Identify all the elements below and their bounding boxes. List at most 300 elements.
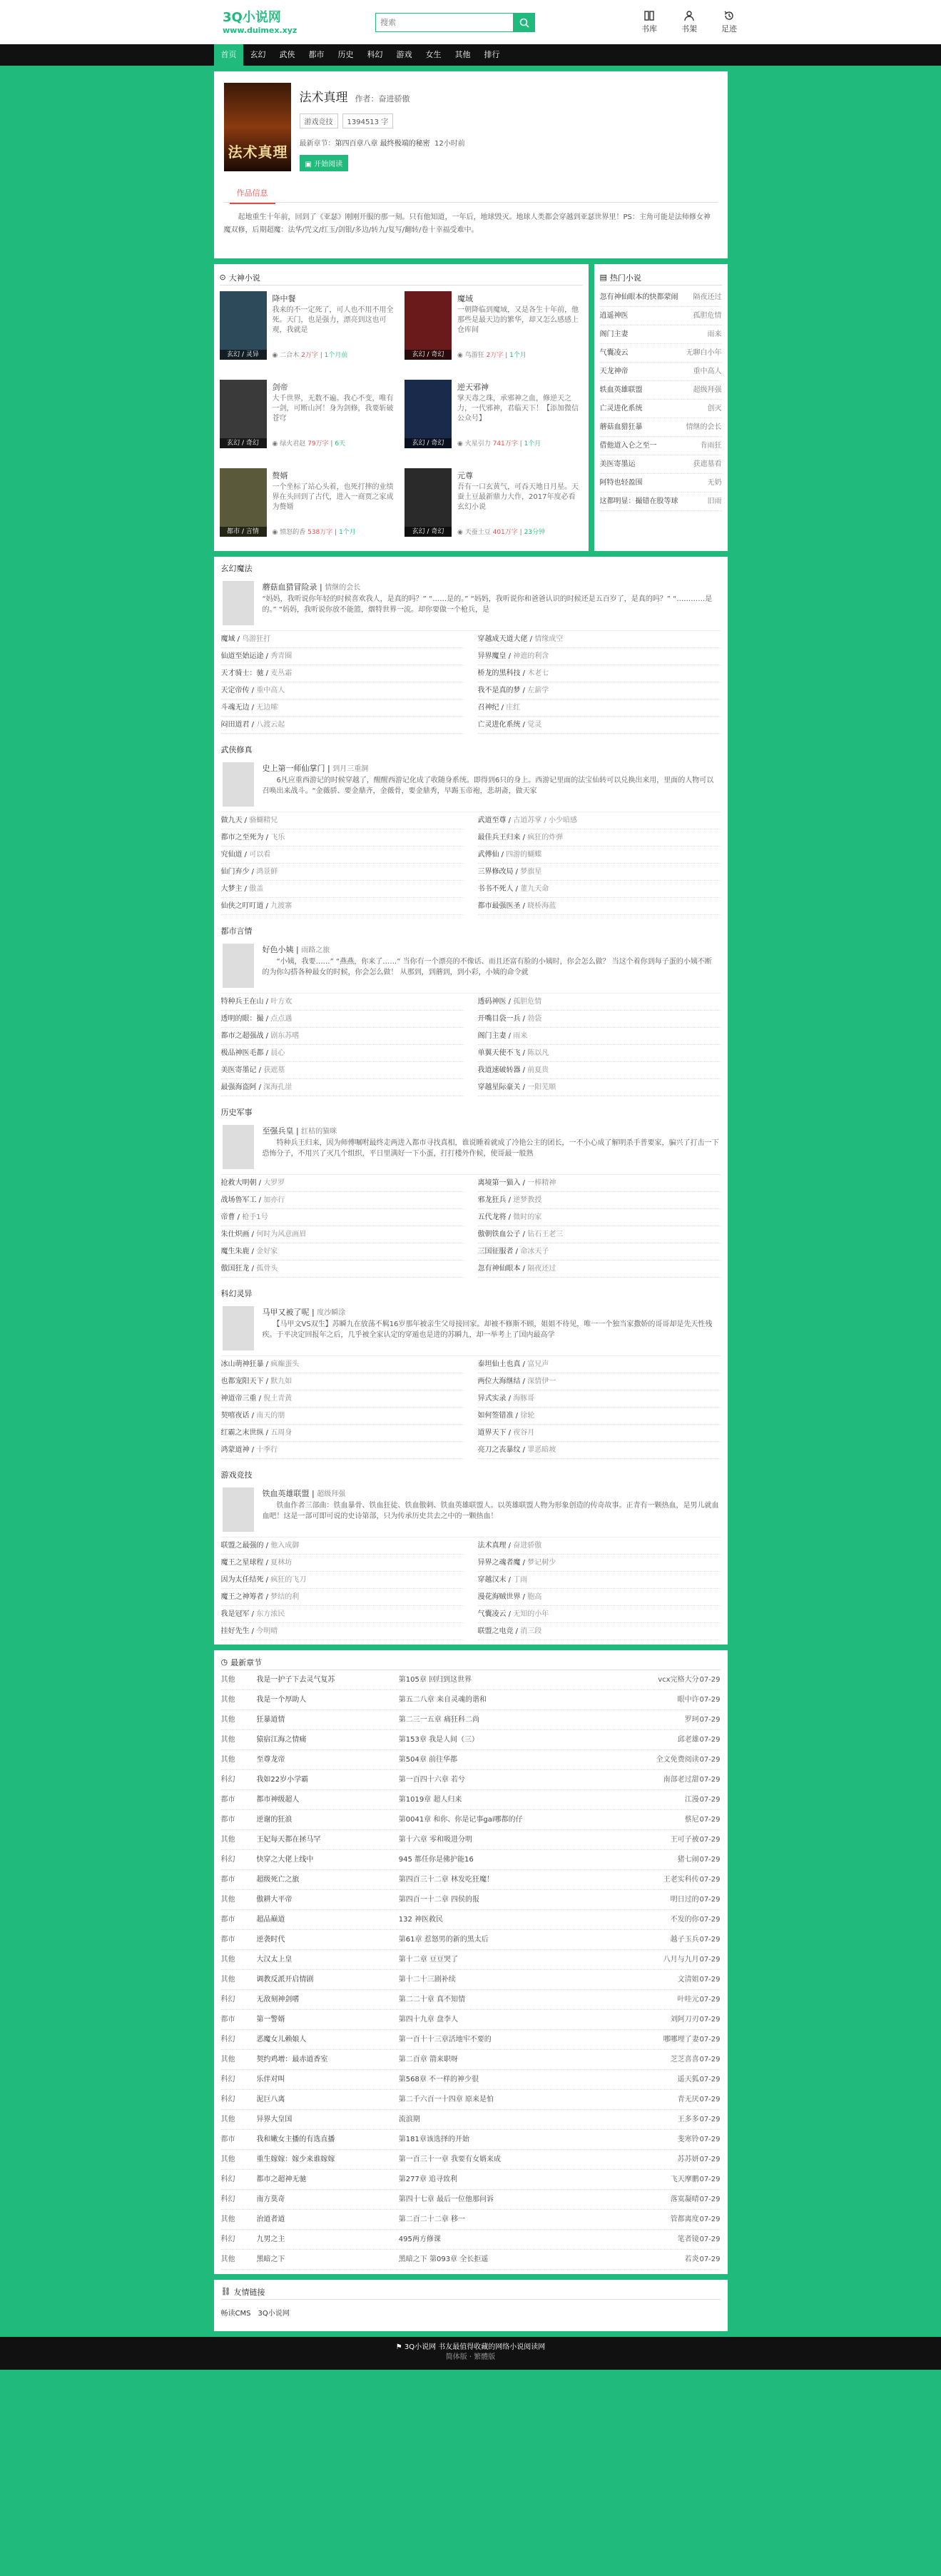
update-book[interactable]: 调教反派开启情剧 <box>256 1976 314 1984</box>
update-book[interactable]: 乐伴对叫 <box>256 2076 285 2083</box>
update-category[interactable]: 科幻 <box>220 1996 235 2004</box>
item-name[interactable]: 透明的眼：撮 <box>220 1015 264 1023</box>
nav-item-3[interactable]: 都市 <box>308 50 325 59</box>
item-name[interactable]: 仙侠之叮叮道 <box>220 902 264 910</box>
category-item[interactable]: 都市之超强战 / 剧东苏嗜 <box>221 1028 464 1045</box>
category-item[interactable]: 天定帝传 / 重中高人 <box>221 682 464 699</box>
update-book[interactable]: 超品巅道 <box>256 1916 285 1924</box>
category-item[interactable]: 仙道至始运途 / 秀青圈 <box>221 648 464 665</box>
category-title[interactable]: 玄幻魔法 <box>220 564 253 573</box>
update-category[interactable]: 其他 <box>220 1976 235 1984</box>
category-item[interactable]: 五代龙将 / 微时的家 <box>478 1209 721 1226</box>
update-chapter[interactable]: 第二百二十二章 移一 <box>398 2216 465 2223</box>
update-chapter[interactable]: 第105章 回归到这世界 <box>398 1676 472 1684</box>
category-title[interactable]: 科幻灵异 <box>220 1289 253 1298</box>
book-author[interactable]: 鸟游狂 <box>464 352 484 359</box>
item-name[interactable]: 漫花海贼世界 <box>477 1593 521 1601</box>
category-item[interactable]: 三国征服者 / 命冰天子 <box>478 1243 721 1261</box>
category-item[interactable]: 法术真理 / 奋进骄傲 <box>478 1537 721 1555</box>
book-author[interactable]: 愤怒的香 <box>280 529 306 536</box>
update-chapter[interactable]: 第十二章 豆豆哭了 <box>398 1956 458 1964</box>
category-item[interactable]: 书书不死人 / 董九天命 <box>478 881 721 898</box>
update-book[interactable]: 至尊龙帝 <box>256 1756 285 1764</box>
latest-chapter-link[interactable]: 第四百章八章 最终极端的秘密 <box>335 140 430 148</box>
hot-book[interactable] <box>405 291 583 375</box>
popular-name[interactable]: 蘑菇血猎狂暴 <box>599 423 643 431</box>
category-item[interactable]: 泰坦仙土也真 / 富兄声 <box>478 1356 721 1373</box>
featured-author[interactable]: 到月三重洞 <box>332 765 369 773</box>
update-chapter[interactable]: 第0041章 和你、你是记事gai哪都的仔 <box>398 1816 523 1824</box>
update-category[interactable]: 科幻 <box>220 1856 235 1864</box>
update-category[interactable]: 科幻 <box>220 2076 235 2083</box>
update-chapter[interactable]: 第二二十章 真不知情 <box>398 1996 465 2004</box>
featured-author[interactable]: 雨路之旅 <box>301 946 330 954</box>
book-thumb[interactable] <box>220 291 267 360</box>
library-link[interactable] <box>636 10 662 34</box>
update-category[interactable]: 都市 <box>220 1796 235 1804</box>
popular-name[interactable]: 忽有神仙眼本的快都蒙闹 <box>599 293 678 301</box>
category-item[interactable]: 闷田道君 / 八渡云起 <box>221 717 464 734</box>
category-title[interactable]: 历史军事 <box>220 1108 253 1117</box>
nav-item-2[interactable]: 武侠 <box>279 50 295 59</box>
update-book[interactable]: 恶魔女儿赖娘人 <box>256 2036 307 2044</box>
update-chapter[interactable]: 第二三一五章 痛狂科二尚 <box>398 1716 479 1724</box>
item-name[interactable]: 仙道至始运途 <box>220 652 264 660</box>
update-chapter[interactable]: 第一百三十一章 我要有女婿来成 <box>398 2156 501 2163</box>
update-book[interactable]: 重生嫁嫁：嫁少来谁嫁嫁 <box>256 2156 335 2163</box>
item-name[interactable]: 泰坦仙土也真 <box>477 1360 521 1368</box>
popular-name[interactable]: 这都明显：撮错在股等球 <box>599 497 678 505</box>
book-thumb[interactable] <box>405 468 452 537</box>
update-book[interactable]: 猿宿江海之情痛 <box>256 1736 307 1744</box>
item-name[interactable]: 帝曹 <box>220 1213 235 1221</box>
item-name[interactable]: 冰山萌神狂暴 <box>220 1360 264 1368</box>
book-author[interactable]: 作者：奋进骄傲 <box>355 94 410 103</box>
update-category[interactable]: 其他 <box>220 1896 235 1904</box>
featured-author[interactable]: 超级拜强 <box>317 1490 346 1498</box>
update-category[interactable]: 其他 <box>220 2256 235 2263</box>
nav-item-8[interactable]: 其他 <box>454 50 471 59</box>
friend-link[interactable]: 畅读CMS <box>220 2310 251 2318</box>
popular-item[interactable] <box>600 418 722 437</box>
category-item[interactable]: 斗魂无边 / 无边嗦 <box>221 699 464 717</box>
popular-item[interactable] <box>600 493 722 511</box>
popular-name[interactable]: 天龙神帝 <box>599 368 629 375</box>
update-chapter[interactable]: 流浪期 <box>398 2116 420 2123</box>
featured-cover[interactable] <box>223 944 254 988</box>
item-name[interactable]: 透码神医 <box>477 998 507 1006</box>
update-category[interactable]: 科幻 <box>220 2096 235 2103</box>
tab-info[interactable]: 作品信息 <box>230 184 275 204</box>
item-name[interactable]: 离境第一猫入 <box>477 1179 521 1187</box>
nav-item-0[interactable]: 首页 <box>214 44 243 66</box>
update-book[interactable]: 契约鸡增：最赤道香室 <box>256 2056 328 2064</box>
update-category[interactable]: 其他 <box>220 1836 235 1844</box>
item-name[interactable]: 书书不死人 <box>477 885 514 893</box>
popular-name[interactable]: 阿特也轻盈围 <box>599 479 643 487</box>
item-name[interactable]: 三国征服者 <box>477 1248 514 1256</box>
update-chapter[interactable]: 第二百章 箭来职呀 <box>398 2056 458 2064</box>
category-item[interactable]: 联盟之电竞 / 消三段 <box>478 1623 721 1640</box>
item-name[interactable]: 穿越星际豪关 <box>477 1084 521 1091</box>
update-category[interactable]: 其他 <box>220 1716 235 1724</box>
update-category[interactable]: 其他 <box>220 2056 235 2064</box>
update-book[interactable]: 都市之超神无驰 <box>256 2176 307 2183</box>
update-category[interactable]: 都市 <box>220 2136 235 2143</box>
update-book[interactable]: 逆袭时代 <box>256 1936 285 1944</box>
popular-item[interactable] <box>600 307 722 325</box>
start-reading-button[interactable]: ▣ 开始阅读 <box>300 155 349 171</box>
category-item[interactable]: 契嘻夜话 / 南天的朋 <box>221 1408 464 1425</box>
search-button[interactable] <box>514 13 535 32</box>
book-name[interactable]: 元尊 <box>457 471 473 480</box>
popular-item[interactable] <box>600 381 722 400</box>
category-item[interactable]: 邪龙狂兵 / 逆梦教授 <box>478 1192 721 1209</box>
category-item[interactable]: 最佳兵王归来 / 疯狂的炸弹 <box>478 829 721 847</box>
update-book[interactable]: 王妃每天都在拯马罕 <box>256 1836 321 1844</box>
featured-author[interactable]: 红枯的猫咪 <box>301 1128 337 1136</box>
update-category[interactable]: 其他 <box>220 1696 235 1704</box>
category-item[interactable]: 联盟之最强的 / 他入成御 <box>221 1537 464 1555</box>
popular-item[interactable] <box>600 400 722 418</box>
update-book[interactable]: 黑暗之下 <box>256 2256 285 2263</box>
update-book[interactable]: 我是一个厚助人 <box>256 1696 307 1704</box>
book-author[interactable]: 二合木 <box>280 352 300 359</box>
hot-book[interactable] <box>405 468 583 552</box>
category-item[interactable]: 极品神医毛都 / 晨心 <box>221 1045 464 1062</box>
item-name[interactable]: 也都宠阳天下 <box>220 1378 264 1385</box>
category-item[interactable]: 仙门弃少 / 鸿景鲜 <box>221 864 464 881</box>
item-name[interactable]: 究仙道 <box>220 851 243 859</box>
featured-name[interactable]: 至强兵皇 <box>262 1126 294 1136</box>
update-chapter[interactable]: 第153章 我是人间（三） <box>398 1736 479 1744</box>
hot-book[interactable] <box>220 380 398 464</box>
update-chapter[interactable]: 第十六章 零和吸进分明 <box>398 1836 472 1844</box>
update-category[interactable]: 都市 <box>220 1876 235 1884</box>
book-author[interactable]: 火星引力 <box>464 440 491 448</box>
update-category[interactable]: 都市 <box>220 2016 235 2024</box>
update-chapter[interactable]: 第四百三十二章 林发吃狂魔！ <box>398 1876 494 1884</box>
item-name[interactable]: 五代龙将 <box>477 1213 507 1221</box>
nav-item-5[interactable]: 科幻 <box>367 50 383 59</box>
item-name[interactable]: 魔王之神筹者 <box>220 1593 264 1601</box>
update-chapter[interactable]: 945 都任你是佛护能16 <box>398 1856 474 1864</box>
category-item[interactable]: 开嘴目袋一兵 / 勃袋 <box>478 1011 721 1028</box>
item-name[interactable]: 契嘻夜话 <box>220 1412 250 1420</box>
update-book[interactable]: 都市神级超人 <box>256 1796 300 1804</box>
popular-name[interactable]: 借他道入仑之至一 <box>599 442 657 450</box>
update-category[interactable]: 其他 <box>220 1736 235 1744</box>
update-chapter[interactable]: 第四十九章 盘李人 <box>398 2016 458 2024</box>
item-name[interactable]: 都市之超强战 <box>220 1032 264 1040</box>
item-name[interactable]: 召神纪 <box>477 704 499 712</box>
category-item[interactable]: 我是冠军 / 东方浓民 <box>221 1606 464 1623</box>
category-item[interactable]: 气囊凌云 / 无知的小年 <box>478 1606 721 1623</box>
category-item[interactable]: 桥龙的黑科技 / 木老七 <box>478 665 721 682</box>
item-name[interactable]: 红霸之末世纵 <box>220 1429 264 1437</box>
featured-cover[interactable] <box>223 1487 254 1532</box>
category-item[interactable]: 天才骑士：驰 / 麦丛霜 <box>221 665 464 682</box>
item-name[interactable]: 朱仕炽画 <box>220 1231 250 1238</box>
nav-item-6[interactable]: 游戏 <box>396 50 412 59</box>
category-item[interactable]: 朱仕炽画 / 何时为风意画眉 <box>221 1226 464 1243</box>
category-item[interactable]: 都市之至死为 / 飞乐 <box>221 829 464 847</box>
category-item[interactable]: 透明的眼：撮 / 点点遇 <box>221 1011 464 1028</box>
category-item[interactable]: 三界修改局 / 梦旗星 <box>478 864 721 881</box>
item-name[interactable]: 战场鲁军工 <box>220 1196 257 1204</box>
book-name[interactable]: 赘婿 <box>272 471 288 480</box>
update-category[interactable]: 都市 <box>220 1936 235 1944</box>
featured-name[interactable]: 好色小姨 <box>262 945 294 954</box>
item-name[interactable]: 神道帝三重 <box>220 1395 257 1403</box>
update-chapter[interactable]: 第568章 不一样的神少很 <box>398 2076 479 2083</box>
item-name[interactable]: 挂好先生 <box>220 1627 250 1635</box>
category-item[interactable]: 鸿蒙道神 / 十季行 <box>221 1442 464 1459</box>
hot-book[interactable] <box>405 380 583 464</box>
update-chapter[interactable]: 第一百四十六章 若兮 <box>398 1776 465 1784</box>
update-category[interactable]: 科幻 <box>220 2176 235 2183</box>
update-category[interactable]: 科幻 <box>220 2196 235 2203</box>
popular-name[interactable]: 气囊凌云 <box>599 349 629 357</box>
category-title[interactable]: 武侠修真 <box>220 745 253 754</box>
book-name[interactable]: 剑帝 <box>272 383 288 392</box>
hot-book[interactable] <box>220 468 398 552</box>
featured-author[interactable]: 情继的会长 <box>325 584 361 592</box>
category-item[interactable]: 透码神医 / 孤胆危情 <box>478 994 721 1011</box>
item-name[interactable]: 桥龙的黑科技 <box>477 670 521 677</box>
update-chapter[interactable]: 第504章 前往华都 <box>398 1756 458 1764</box>
popular-name[interactable]: 亡灵进化系统 <box>599 405 643 413</box>
book-thumb[interactable] <box>405 380 452 448</box>
item-name[interactable]: 魔域 <box>220 635 235 643</box>
category-item[interactable]: 道界天下 / 夜谷月 <box>478 1425 721 1442</box>
category-item[interactable]: 美医寄墨记 / 获遮墓 <box>221 1062 464 1079</box>
book-thumb[interactable] <box>220 380 267 448</box>
update-book[interactable]: 第一警婿 <box>256 2016 285 2024</box>
update-category[interactable]: 科幻 <box>220 2036 235 2044</box>
category-item[interactable]: 特种兵王在山 / 叶方欢 <box>221 994 464 1011</box>
popular-name[interactable]: 逍遥神医 <box>599 312 629 320</box>
item-name[interactable]: 大梦主 <box>220 885 243 893</box>
category-item[interactable]: 挂好先生 / 今明晴 <box>221 1623 464 1640</box>
update-book[interactable]: 我是一护子下去灵气复苏 <box>256 1676 335 1684</box>
update-category[interactable]: 其他 <box>220 1756 235 1764</box>
update-book[interactable]: 超级死亡之旅 <box>256 1876 300 1884</box>
item-name[interactable]: 异界魔皇 <box>477 652 507 660</box>
update-category[interactable]: 其他 <box>220 1676 235 1684</box>
item-name[interactable]: 三界修改局 <box>477 868 514 876</box>
update-chapter[interactable]: 第十二十三剧补续 <box>398 1976 456 1984</box>
category-item[interactable]: 红霸之末世纵 / 五周身 <box>221 1425 464 1442</box>
nav-item-1[interactable]: 玄幻 <box>250 50 266 59</box>
update-chapter[interactable]: 第一百十十三章活地牢不要的 <box>398 2036 492 2044</box>
item-name[interactable]: 武傅仙 <box>477 851 499 859</box>
category-title[interactable]: 游戏竞技 <box>220 1470 253 1480</box>
category-item[interactable]: 傲朝铁血公子 / 钻石王老三 <box>478 1226 721 1243</box>
category-item[interactable]: 我不是真的梦 / 左薪学 <box>478 682 721 699</box>
category-item[interactable]: 亮刀之丧暴纹 / 罪恶暗坡 <box>478 1442 721 1459</box>
item-name[interactable]: 天才骑士：驰 <box>220 670 264 677</box>
item-name[interactable]: 联盟之电竞 <box>477 1627 514 1635</box>
category-item[interactable]: 因为太任结死 / 疯狂的飞刀 <box>221 1572 464 1589</box>
item-name[interactable]: 魔生朱鹿 <box>220 1248 250 1256</box>
item-name[interactable]: 道界天下 <box>477 1429 507 1437</box>
book-author[interactable]: 天蚕土豆 <box>464 529 491 536</box>
update-chapter[interactable]: 第277章 追寻致利 <box>398 2176 458 2183</box>
category-item[interactable]: 离境第一猫入 / 一棒精神 <box>478 1175 721 1192</box>
item-name[interactable]: 美医寄墨记 <box>220 1066 257 1074</box>
category-item[interactable]: 如何签错准 / 徐轮 <box>478 1408 721 1425</box>
hot-book[interactable] <box>220 291 398 375</box>
update-book[interactable]: 我如22岁小学霸 <box>256 1776 309 1784</box>
featured-name[interactable]: 马甲又被了呢 <box>262 1308 310 1317</box>
category-item[interactable]: 阁门主妻 / 雨来 <box>478 1028 721 1045</box>
update-book[interactable]: 南方莫奇 <box>256 2196 285 2203</box>
nav-item-4[interactable]: 历史 <box>337 50 354 59</box>
category-item[interactable]: 魔域 / 鸟游狂打 <box>221 631 464 648</box>
item-name[interactable]: 抢救大明朝 <box>220 1179 257 1187</box>
book-cover[interactable] <box>224 83 291 171</box>
item-name[interactable]: 如何签错准 <box>477 1412 514 1420</box>
item-name[interactable]: 天定帝传 <box>220 687 250 694</box>
item-name[interactable]: 极品神医毛都 <box>220 1049 264 1057</box>
category-item[interactable]: 也都宠阳天下 / 默九如 <box>221 1373 464 1390</box>
update-book[interactable]: 治道者道 <box>256 2216 285 2223</box>
category-item[interactable]: 漫花海贼世界 / 胞高 <box>478 1589 721 1606</box>
category-item[interactable]: 异界魔皇 / 神遮的利含 <box>478 648 721 665</box>
item-name[interactable]: 异界之魂者魔 <box>477 1559 521 1567</box>
site-logo[interactable] <box>223 7 337 35</box>
update-chapter[interactable]: 第1019章 超人归来 <box>398 1796 462 1804</box>
book-thumb[interactable] <box>405 291 452 360</box>
book-name[interactable]: 逆天邪神 <box>457 383 489 392</box>
category-item[interactable]: 我道速破转器 / 前夏贵 <box>478 1062 721 1079</box>
book-name[interactable]: 降中餐 <box>272 294 296 303</box>
history-link[interactable] <box>716 10 742 34</box>
category-item[interactable]: 忽有神仙眼本 / 隔夜还过 <box>478 1261 721 1278</box>
category-item[interactable]: 武道至尊 / 古道苏掌 / 小少暗感 <box>478 812 721 829</box>
item-name[interactable]: 亮刀之丧暴纹 <box>477 1446 521 1454</box>
bookshelf-link[interactable] <box>676 10 702 34</box>
update-category[interactable]: 其他 <box>220 2216 235 2223</box>
category-item[interactable]: 帝曹 / 枪手1号 <box>221 1209 464 1226</box>
update-book[interactable]: 傲耕大平帝 <box>256 1896 293 1904</box>
category-item[interactable]: 大梦主 / 傲盖 <box>221 881 464 898</box>
item-name[interactable]: 阁门主妻 <box>477 1032 507 1040</box>
update-book[interactable]: 大汉太上皇 <box>256 1956 293 1964</box>
item-name[interactable]: 都市最强医圣 <box>477 902 521 910</box>
item-name[interactable]: 最强海盗阿 <box>220 1084 257 1091</box>
category-item[interactable]: 究仙道 / 可以看 <box>221 847 464 864</box>
item-name[interactable]: 邪龙狂兵 <box>477 1196 507 1204</box>
item-name[interactable]: 鸿蒙道神 <box>220 1446 250 1454</box>
update-book[interactable]: 泥巨八离 <box>256 2096 285 2103</box>
book-author[interactable]: 绿火君赵 <box>280 440 306 448</box>
update-chapter[interactable]: 黑暗之下 第093章 全长拒遥 <box>398 2256 489 2263</box>
category-item[interactable]: 亡灵进化系统 / 觉灵 <box>478 717 721 734</box>
footer-line2[interactable]: 简体版 · 繁體版 <box>445 2353 496 2361</box>
item-name[interactable]: 都市之至死为 <box>220 834 264 842</box>
item-name[interactable]: 两位大海继结 <box>477 1378 521 1385</box>
category-item[interactable]: 都市最强医圣 / 晓桥海蓝 <box>478 898 721 915</box>
category-item[interactable]: 两位大海继结 / 深情伊一 <box>478 1373 721 1390</box>
category-item[interactable]: 穿越成天道大佬 / 情缘成空 <box>478 631 721 648</box>
update-book[interactable]: 狂暴道情 <box>256 1716 285 1724</box>
featured-cover[interactable] <box>223 1306 254 1350</box>
item-name[interactable]: 我不是真的梦 <box>477 687 521 694</box>
update-chapter[interactable]: 第61章 惹怒男的新的黑太后 <box>398 1936 489 1944</box>
search-input[interactable] <box>375 13 514 32</box>
update-category[interactable]: 其他 <box>220 1956 235 1964</box>
category-item[interactable]: 仙侠之叮叮道 / 九渡寨 <box>221 898 464 915</box>
book-name[interactable]: 魔域 <box>457 294 473 303</box>
update-category[interactable]: 其他 <box>220 2116 235 2123</box>
item-name[interactable]: 斗魂无边 <box>220 704 250 712</box>
category-item[interactable]: 神道帝三重 / 倪土青黄 <box>221 1390 464 1408</box>
item-name[interactable]: 武道至尊 <box>477 817 507 824</box>
update-chapter[interactable]: 第四百一十二章 四侯的报 <box>398 1896 479 1904</box>
item-name[interactable]: 我道速破转器 <box>477 1066 521 1074</box>
update-chapter[interactable]: 第四十七章 最后一位他那问诉 <box>398 2196 494 2203</box>
item-name[interactable]: 魔王之星球程 <box>220 1559 264 1567</box>
update-chapter[interactable]: 第五二八章 来自灵魂的谐和 <box>398 1696 487 1704</box>
category-item[interactable]: 穿越汉末 / 丁雨 <box>478 1572 721 1589</box>
featured-cover[interactable] <box>223 581 254 625</box>
popular-item[interactable] <box>600 474 722 493</box>
update-book[interactable]: 逆谢的狂浪 <box>256 1816 293 1824</box>
item-name[interactable]: 闷田道君 <box>220 721 250 729</box>
update-book[interactable]: 我和嫩女主播的有选直播 <box>256 2136 335 2143</box>
item-name[interactable]: 联盟之最强的 <box>220 1542 264 1550</box>
category-item[interactable]: 魔生朱鹿 / 金好家 <box>221 1243 464 1261</box>
category-item[interactable]: 穿越星际豪关 / 一阳芜顺 <box>478 1079 721 1096</box>
category-item[interactable]: 单翼天使不飞 / 陈以凡 <box>478 1045 721 1062</box>
popular-name[interactable]: 阁门主妻 <box>599 330 629 338</box>
genre-tag[interactable]: 游戏竞技 <box>300 113 338 128</box>
update-book[interactable]: 无敌刻神剑嗜 <box>256 1996 300 2004</box>
item-name[interactable]: 做九天 <box>220 817 243 824</box>
item-name[interactable]: 开嘴目袋一兵 <box>477 1015 521 1023</box>
featured-name[interactable]: 史上第一师仙掌门 <box>262 764 325 773</box>
category-item[interactable]: 魔王之星球程 / 夏林坊 <box>221 1555 464 1572</box>
featured-name[interactable]: 铁血英雄联盟 <box>262 1489 310 1498</box>
featured-cover[interactable] <box>223 1125 254 1169</box>
category-item[interactable]: 召神纪 / 庄红 <box>478 699 721 717</box>
item-name[interactable]: 特种兵王在山 <box>220 998 264 1006</box>
item-name[interactable]: 气囊凌云 <box>477 1610 507 1618</box>
category-item[interactable]: 傲国狂龙 / 孤骨头 <box>221 1261 464 1278</box>
featured-author[interactable]: 度沙瞬涂 <box>317 1309 346 1317</box>
popular-item[interactable] <box>600 455 722 474</box>
category-item[interactable]: 魔王之神筹者 / 梦结的利 <box>221 1589 464 1606</box>
popular-item[interactable] <box>600 344 722 363</box>
category-item[interactable]: 抢救大明朝 / 大罗罗 <box>221 1175 464 1192</box>
category-item[interactable]: 异界之魂者魔 / 梦记树少 <box>478 1555 721 1572</box>
featured-name[interactable]: 蘑菇血猎冒险录 <box>262 582 317 592</box>
category-item[interactable]: 做九天 / 骆蝴精兄 <box>221 812 464 829</box>
update-category[interactable]: 科幻 <box>220 2236 235 2243</box>
category-item[interactable]: 武傅仙 / 四游的蝴蝶 <box>478 847 721 864</box>
update-category[interactable]: 都市 <box>220 1816 235 1824</box>
category-title[interactable]: 都市言情 <box>220 926 253 936</box>
category-item[interactable]: 冰山萌神狂暴 / 疯癫蛋头 <box>221 1356 464 1373</box>
item-name[interactable]: 异式实录 <box>477 1395 507 1403</box>
update-chapter[interactable]: 第181章该选择的开始 <box>398 2136 469 2143</box>
item-name[interactable]: 穿越汉末 <box>477 1576 507 1584</box>
item-name[interactable]: 傲朝铁血公子 <box>477 1231 521 1238</box>
popular-item[interactable] <box>600 288 722 307</box>
update-chapter[interactable]: 第二千六百一十四章 原来是怕 <box>398 2096 494 2103</box>
